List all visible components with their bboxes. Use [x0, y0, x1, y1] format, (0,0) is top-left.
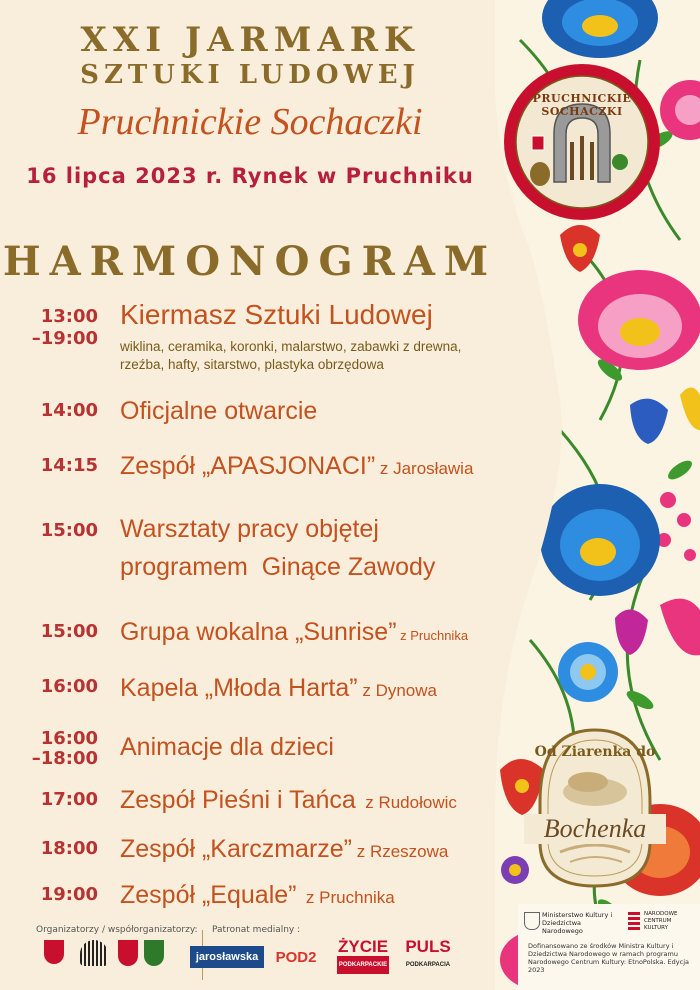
time-start: 15:00 — [40, 621, 98, 642]
schedule-row — [0, 785, 540, 817]
media-logo-subtext: PODKARPACIA — [405, 962, 451, 968]
schedule-row — [0, 451, 540, 483]
event-title — [120, 785, 457, 818]
event-title — [120, 617, 468, 651]
media-logo-zycie — [328, 937, 398, 972]
schedule-row — [0, 728, 540, 772]
nck-name: NARODOWE CENTRUM KULTURY — [644, 911, 678, 931]
time-start: 15:00 — [40, 520, 98, 541]
shell-logo-icon — [80, 940, 108, 966]
schedule-row — [0, 396, 540, 428]
time-end: –18:00 — [31, 748, 98, 769]
event-title-text: Zespół Pieśni i Tańca — [120, 786, 356, 814]
event-origin: z Pruchnika — [296, 888, 395, 907]
town-crest-icon — [118, 940, 138, 966]
schedule-row — [0, 880, 540, 912]
event-title: Warsztaty pracy objętej — [120, 515, 379, 543]
media-logo-text: ŻYCIE — [337, 937, 389, 956]
time-end: –19:00 — [31, 328, 98, 349]
schedule-title: HARMONOGRAM — [2, 238, 498, 285]
media-logo-jaroslawska — [190, 946, 264, 968]
time-start: 14:00 — [40, 400, 98, 421]
seal-badge — [502, 62, 662, 222]
horseshoe-seal-icon — [502, 62, 662, 222]
schedule-row — [0, 514, 540, 584]
time-start: 17:00 — [40, 789, 98, 810]
event-title-text: Zespół „APASJONACI” — [120, 452, 376, 480]
media-logo-subtext: PODKARPACKIE — [337, 956, 389, 974]
region-crest-icon — [144, 940, 164, 966]
funding-note: Dofinansowano ze środków Ministra Kultury i Dziedzictwa Narodowego w ramach programu Narodowego Centrum Kultury: EtnoPolska. Edycja 2023 — [528, 942, 689, 974]
event-title-text: Zespół „Karczmarze” — [120, 835, 352, 863]
ministry-name: Ministerstwo Kultury i Dziedzictwa Narodowego — [542, 911, 613, 935]
time-start: 16:00 — [40, 728, 98, 749]
event-origin: z Rzeszowa — [352, 842, 449, 861]
media-logo-puls — [400, 937, 456, 972]
event-name: Pruchnickie Sochaczki — [77, 101, 423, 143]
date-place: 16 lipca 2023 r. Rynek w Pruchniku — [26, 164, 474, 188]
seal-text: PRUCHNICKIE SOCHACZKI — [532, 92, 632, 118]
header-line2: SZTUKI LUDOWEJ — [80, 60, 420, 90]
time-start: 16:00 — [40, 676, 98, 697]
schedule-row — [0, 673, 540, 705]
bread-badge — [530, 722, 660, 892]
event-title — [120, 834, 448, 867]
event-origin: z Jarosławia — [375, 459, 474, 478]
schedule-row — [0, 617, 540, 649]
time-start: 19:00 — [40, 884, 98, 905]
organizers-label: Organizatorzy / współorganizatorzy: — [36, 925, 198, 935]
event-origin: z Pruchnika — [396, 628, 469, 643]
event-origin: z Dynowa — [357, 681, 437, 700]
schedule-row — [0, 300, 540, 380]
event-origin: z Rudołowic — [355, 793, 457, 812]
event-title: Kiermasz Sztuki Ludowej — [120, 299, 433, 330]
media-logo-pod2 — [268, 944, 324, 970]
event-title: Oficjalne otwarcie — [120, 397, 318, 425]
bread-arc-text: Od Ziarenka do — [534, 744, 656, 760]
event-title — [120, 673, 437, 706]
event-details: wiklina, ceramika, koronki, malarstwo, zabawki z drewna, — [120, 339, 462, 354]
event-title — [120, 880, 395, 913]
header-line1: XXI JARMARK — [80, 20, 420, 60]
event-title-text: Zespół „Equale” — [120, 881, 297, 909]
event-title — [120, 451, 473, 484]
time-start: 13:00 — [40, 306, 98, 327]
event-details: rzeźba, hafty, sitarstwo, plastyka obrzędowa — [120, 357, 384, 372]
schedule-row — [0, 834, 540, 866]
media-logo-text: PULS — [405, 937, 451, 956]
organizer-logos — [40, 938, 170, 976]
nck-logo-icon — [628, 912, 640, 930]
event-title-text: Grupa wokalna „Sunrise” — [120, 618, 397, 646]
organizer-crest-icon — [44, 940, 64, 964]
media-logo-text: POD2 — [275, 948, 317, 966]
event-title: Animacje dla dzieci — [120, 733, 334, 761]
bread-script-text: Bochenka — [524, 814, 666, 844]
ministry-logo-icon — [524, 912, 540, 930]
event-title-text: Kapela „Młoda Harta” — [120, 674, 358, 702]
time-start: 14:15 — [40, 455, 98, 476]
patrons-label: Patronat medialny : — [212, 925, 301, 935]
media-logo-text: jarosławska — [195, 951, 259, 963]
time-start: 18:00 — [40, 838, 98, 859]
event-title-line2: programem Ginące Zawody — [120, 553, 436, 581]
